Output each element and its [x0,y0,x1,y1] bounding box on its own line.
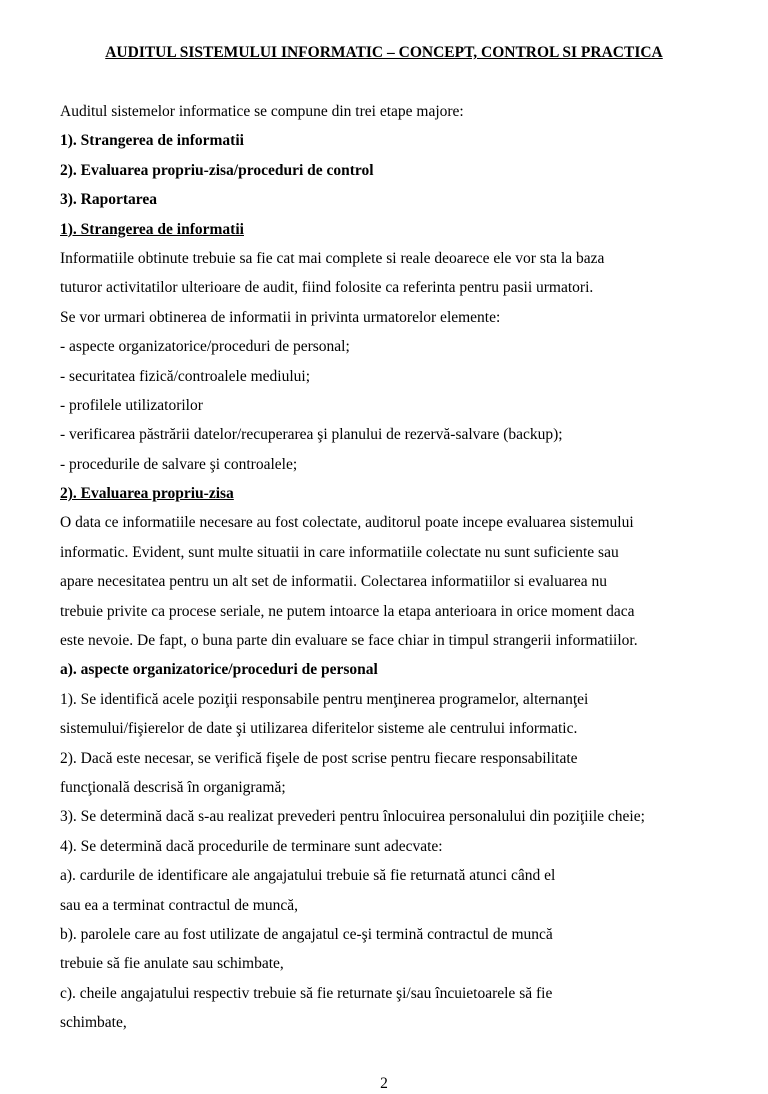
line-text: b). parolele care au fost utilizate de angajatul ce-şi termină contractul de muncă [60,925,553,943]
line-text: Auditul sistemelor informatice se compune din trei etape majore: [60,103,464,120]
line-text: 1). Strangerea de informatii [60,132,244,150]
line-text: Se vor urmari obtinerea de informatii in privinta urmatorelor elemente: [60,308,501,326]
line-text: 2). Evaluarea propriu-zisa/proceduri de control [60,161,374,179]
text-line [60,597,728,626]
line-text: 1). Strangerea de informatii [60,220,244,238]
bold-line [60,126,728,155]
line-text: Informatiile obtinute trebuie sa fie cat mai complete si reale deoarece ele vor sta la baza [60,249,605,267]
page-number: 2 [380,1075,388,1092]
text-line [60,979,728,1008]
line-text: c). cheile angajatului respectiv trebuie să fie returnate şi/sau încuietoarele să fie [60,984,553,1002]
line-text: schimbate, [60,1014,127,1032]
line-text: trebuie să fie anulate sau schimbate, [60,955,284,973]
line-text: trebuie privite ca procese seriale, ne putem intoarce la etapa anterioara in orice moment daca [60,602,635,620]
text-line [60,744,728,773]
line-text: apare necesitatea pentru un alt set de informatii. Colectarea informatiilor si evaluarea nu [60,573,607,591]
text-line [60,508,728,537]
page-title: AUDITUL SISTEMULUI INFORMATIC – CONCEPT, CONTROL SI PRACTICA [105,44,663,61]
document-body [60,97,728,1038]
text-line [60,861,728,890]
line-text: 1). Se identifică acele poziţii responsabile pentru menţinerea programelor, alternanţei [60,690,589,708]
line-text: - aspecte organizatorice/proceduri de personal; [60,338,350,356]
line-text: 2). Dacă este necesar, se verifică fişele de post scrise pentru fiecare responsabilitate [60,749,578,767]
line-text: - procedurile de salvare şi controalele; [60,455,298,473]
text-line [60,538,728,567]
line-text: a). aspecte organizatorice/proceduri de personal [60,661,378,679]
text-line [60,332,728,361]
line-text: - securitatea fizică/controalele mediului; [60,367,311,385]
bold-line [60,655,728,684]
bold-line [60,156,728,185]
text-line [60,273,728,302]
line-text: 3). Se determină dacă s-au realizat prevederi pentru înlocuirea personalului din poziţiile cheie; [60,808,645,826]
text-line [60,567,728,596]
line-text: 4). Se determină dacă procedurile de terminare sunt adecvate: [60,837,443,855]
text-line [60,97,728,126]
line-text: - verificarea păstrării datelor/recuperarea şi planului de rezervă-salvare (backup); [60,426,563,444]
line-text: funcţională descrisă în organigramă; [60,778,286,796]
line-text: - profilele utilizatorilor [60,396,203,414]
text-line [60,450,728,479]
text-line [60,773,728,802]
text-line [60,949,728,978]
bold-line [60,185,728,214]
text-line [60,244,728,273]
text-line [60,1008,728,1037]
line-text: sistemului/fişierelor de date şi utilizarea diferitelor sisteme ale centrului informatic. [60,720,578,738]
line-text: 2). Evaluarea propriu-zisa [60,485,234,503]
text-line [60,832,728,861]
line-text: sau ea a terminat contractul de muncă, [60,896,298,914]
line-text: informatic. Evident, sunt multe situatii in care informatiile colectate nu sunt suficiente sau [60,543,619,561]
line-text: este nevoie. De fapt, o buna parte din evaluare se face chiar in timpul strangerii informatiilor. [60,632,638,650]
text-line [60,802,728,831]
line-text: tuturor activitatilor ulterioare de audit, fiind folosite ca referinta pentru pasii urmatori. [60,279,594,297]
line-text: 3). Raportarea [60,191,157,209]
text-line [60,420,728,449]
section-heading [60,215,728,244]
section-heading [60,479,728,508]
text-line [60,891,728,920]
line-text: a). cardurile de identificare ale angajatului trebuie să fie returnată atunci când el [60,867,556,885]
text-line [60,714,728,743]
text-line [60,920,728,949]
text-line [60,391,728,420]
text-line [60,303,728,332]
text-line [60,626,728,655]
text-line [60,362,728,391]
text-line [60,685,728,714]
line-text: O data ce informatiile necesare au fost colectate, auditorul poate incepe evaluarea sistemului [60,514,634,532]
